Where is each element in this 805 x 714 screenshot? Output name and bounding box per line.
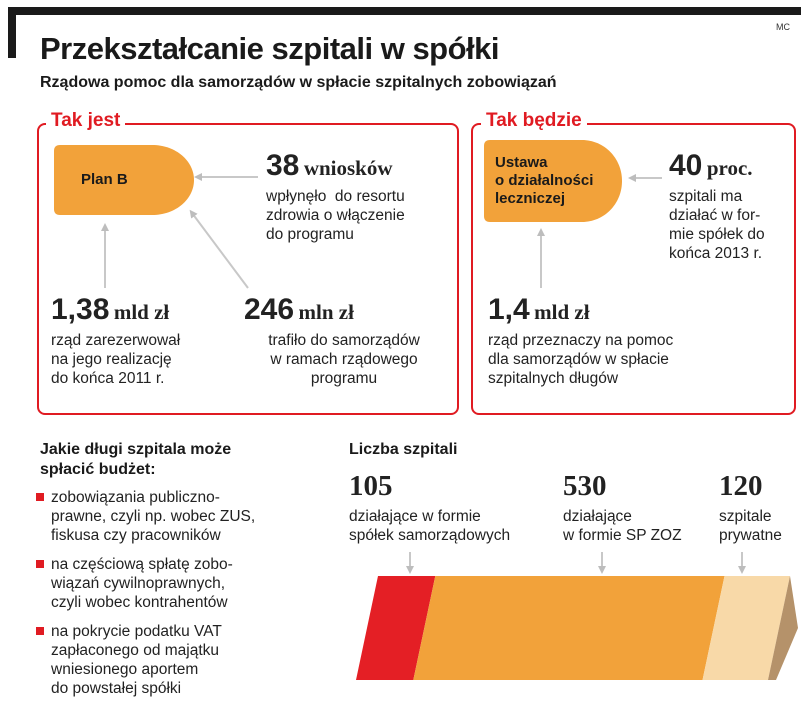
count-desc-line: spółek samorządowych (349, 527, 511, 544)
reserved-number: 1,38 (51, 293, 110, 326)
count-desc-line: szpitale (719, 508, 772, 525)
debt-item-text (51, 622, 341, 698)
desc-line: w ramach rządowego (270, 351, 418, 368)
desc-line: końca 2013 r. (669, 245, 763, 262)
private-count: 120 (719, 470, 763, 502)
transferred-unit: mln zł (298, 300, 354, 324)
heading-line: Jakie długi szpitala może (40, 441, 232, 458)
current-state-label: Tak jest (46, 110, 125, 132)
desc-line: działać w for- (669, 207, 761, 224)
debt-line: zobowiązania publiczno- (51, 489, 220, 506)
debt-line: wiązań cywilnoprawnych, (51, 575, 226, 592)
plan-b-label: Plan B (81, 171, 128, 188)
applications-unit: wniosków (303, 156, 393, 180)
debt-item-text (51, 555, 341, 612)
page-subtitle: Rządowa pomoc dla samorządów w spłacie szpitalnych zobowiązań (40, 74, 557, 91)
act-label-line: leczniczej (495, 190, 566, 207)
debt-line: fiskusa czy pracowników (51, 527, 221, 544)
desc-line: szpitali ma (669, 188, 743, 205)
desc-line: wpłynęło do resortu (266, 188, 405, 205)
count-desc-line: w formie SP ZOZ (563, 527, 682, 544)
applications-number: 38 (266, 149, 300, 182)
debts-heading (40, 440, 231, 480)
spzoz-count: 530 (563, 470, 607, 502)
credit-label: MC (776, 22, 790, 32)
bullet-square-icon (36, 560, 44, 568)
bullet-square-icon (36, 627, 44, 635)
count-desc-line: prywatne (719, 527, 782, 544)
desc-line: na jego realizację (51, 351, 172, 368)
hospitals-heading: Liczba szpitali (349, 441, 458, 458)
municipal-count: 105 (349, 470, 393, 502)
debt-item-text (51, 488, 341, 545)
bullet-square-icon (36, 493, 44, 501)
private-desc (719, 507, 799, 545)
transferred-number: 246 (244, 293, 295, 326)
debt-line: zapłaconego od majątku (51, 642, 220, 659)
desc-line: dla samorządów w spłacie (488, 351, 669, 368)
reserved-unit: mld zł (113, 300, 170, 324)
debt-line: czyli wobec kontrahentów (51, 594, 228, 611)
municipal-desc (349, 507, 510, 545)
desc-line: rząd przeznaczy na pomoc (488, 332, 674, 349)
act-label-line: Ustawa (495, 154, 548, 171)
future-state-label: Tak będzie (481, 110, 587, 132)
desc-line: do programu (266, 226, 354, 243)
heading-line: spłacić budżet: (40, 461, 156, 478)
hospital-count-bar (350, 572, 798, 684)
desc-line: rząd zarezerwował (51, 332, 181, 349)
debt-line: na pokrycie podatku VAT (51, 623, 222, 640)
desc-line: szpitalnych długów (488, 370, 619, 387)
debt-line: prawne, czyli np. wobec ZUS, (51, 508, 256, 525)
desc-line: zdrowia o włączenie (266, 207, 405, 224)
future-funds-number: 1,4 (488, 293, 530, 326)
desc-line: mie spółek do (669, 226, 765, 243)
desc-line: do końca 2011 r. (51, 370, 165, 387)
bar-segment (413, 576, 724, 680)
debt-line: do powstałej spółki (51, 680, 182, 697)
count-desc-line: działające (563, 508, 632, 525)
percent-number: 40 (669, 149, 703, 182)
future-funds-unit: mld zł (534, 300, 590, 324)
debt-line: wniesionego aportem (51, 661, 199, 678)
desc-line: trafiło do samorządów (268, 332, 420, 349)
desc-line: programu (310, 370, 378, 387)
page-title: Przekształcanie szpitali w spółki (40, 31, 500, 66)
spzoz-desc (563, 507, 682, 545)
count-desc-line: działające w formie (349, 508, 481, 525)
act-label-line: o działalności (495, 172, 594, 189)
percent-unit: proc. (706, 156, 753, 180)
debt-line: na częściową spłatę zobo- (51, 556, 233, 573)
